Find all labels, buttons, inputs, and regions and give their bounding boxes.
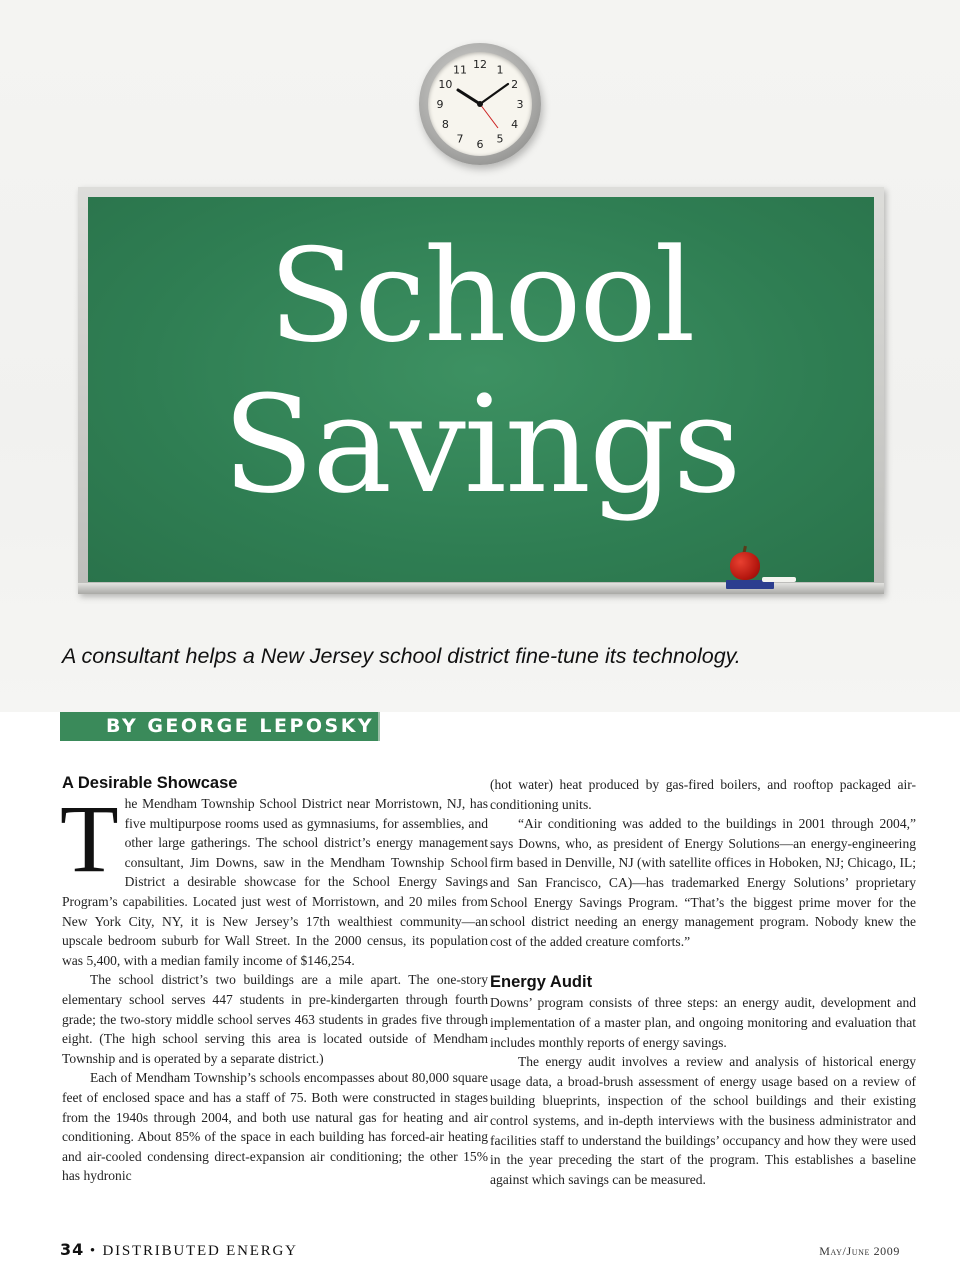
paragraph: Downs’ program consists of three steps: an energy audit, development and implementation of a master plan, and ongoing monitoring and evaluation that includes monthly reports of energy savings. bbox=[490, 995, 916, 1050]
clock-second-hand bbox=[480, 104, 498, 128]
paragraph: “Air conditioning was added to the buildings in 2001 through 2004,” says Downs, who, as president of Energy Solutions—an energy-engineering firm based in Denville, NJ (with satellite offices in Hoboken, NJ; Chicago, IL; and San Francisco, CA)—has trademarked Energy Solutions’ proprietary School Energy Savings Program. “That’s the biggest prime mover for the school district needing an energy management program. Nobody knew the cost of the added creature comforts.” bbox=[490, 816, 916, 949]
clock-numeral: 7 bbox=[456, 132, 464, 146]
clock-dial bbox=[428, 52, 532, 156]
paragraph: The school district’s two buildings are a mile apart. The one-story elementary school serves 447 students in pre-kindergarten through fourth grade; the two-story middle school serves 463 students in grades five through eight. (The high school serving this area is located outside of Mendham Township and is operated by a separate district.) bbox=[62, 972, 488, 1066]
clock-minute-hand bbox=[480, 84, 508, 104]
clock-numeral: 1 bbox=[496, 63, 504, 77]
article-column-1 bbox=[62, 772, 488, 1186]
paragraph: Each of Mendham Township’s schools encompasses about 80,000 square feet of enclosed space and has a staff of 75. Both were constructed in stages from the 1940s through 2004, and both use natural gas for heating and air conditioning. About 85% of the space in each building has forced-air heating and air-cooled condensing direct-expansion air conditioning; the other 15% has hydronic bbox=[62, 1070, 488, 1184]
apple-icon bbox=[730, 552, 760, 580]
clock-numeral: 12 bbox=[473, 58, 487, 71]
clock-numeral: 4 bbox=[511, 118, 519, 131]
clock-numeral: 9 bbox=[436, 98, 444, 111]
clock-numeral: 3 bbox=[516, 98, 524, 111]
wall-clock bbox=[419, 43, 541, 165]
byline: BY GEORGE LEPOSKY bbox=[106, 715, 375, 737]
paragraph: The energy audit involves a review and analysis of historical energy usage data, a broad-brush assessment of energy usage based on a review of building blueprints, inspection of the school buildings and their existing control systems, and in-depth interviews with the business administrator and facilities staff to understand the buildings’ occupancy and how they were used in the year preceding the start of the program. This establishes a baseline against which savings can be measured. bbox=[490, 1054, 916, 1187]
article-column-2 bbox=[490, 775, 916, 1189]
clock-numeral: 2 bbox=[511, 78, 519, 91]
paragraph: he Mendham Township School District near Morristown, NJ, has five multipurpose rooms used as gymnasiums, for assemblies, and other large gatherings. The school district’s energy management consultant, Jim Downs, saw in the Mendham Township School District a desirable showcase for the School Energy Savings Program’s capabilities. Located just west of Morristown, and 20 miles from New York City, NY, it is New Jersey’s 17th wealthiest community—an upscale bedroom suburb for Wall Street. In the 2000 census, its population was 5,400, with a median family income of $146,254. bbox=[62, 796, 488, 968]
clock-numeral: 10 bbox=[438, 78, 453, 91]
clock-numeral: 11 bbox=[453, 63, 467, 77]
footer-separator: • bbox=[89, 1243, 97, 1259]
article-deck: A consultant helps a New Jersey school district fine-tune its technology. bbox=[62, 644, 741, 668]
drop-cap: T bbox=[60, 785, 119, 892]
clock-hour-hand bbox=[458, 90, 480, 104]
footer-folio bbox=[60, 1240, 298, 1260]
clock-numeral: 6 bbox=[476, 138, 484, 151]
clock-numeral: 8 bbox=[441, 118, 449, 131]
section-heading-energy-audit: Energy Audit bbox=[490, 973, 593, 992]
page-number: 34 bbox=[60, 1240, 85, 1259]
chalkboard-frame bbox=[78, 187, 884, 594]
title-line-1: School bbox=[268, 222, 694, 371]
clock-numeral: 5 bbox=[496, 132, 504, 146]
issue-date: May/June 2009 bbox=[819, 1244, 900, 1258]
title-line-2: Savings bbox=[222, 367, 740, 523]
chalk-stick bbox=[762, 577, 796, 582]
publication-name: DISTRIBUTED ENERGY bbox=[102, 1243, 298, 1259]
byline-bar bbox=[60, 712, 380, 741]
paragraph: (hot water) heat produced by gas-fired boilers, and rooftop packaged air-conditioning units. bbox=[490, 777, 916, 812]
section-heading-showcase: A Desirable Showcase bbox=[62, 774, 238, 792]
